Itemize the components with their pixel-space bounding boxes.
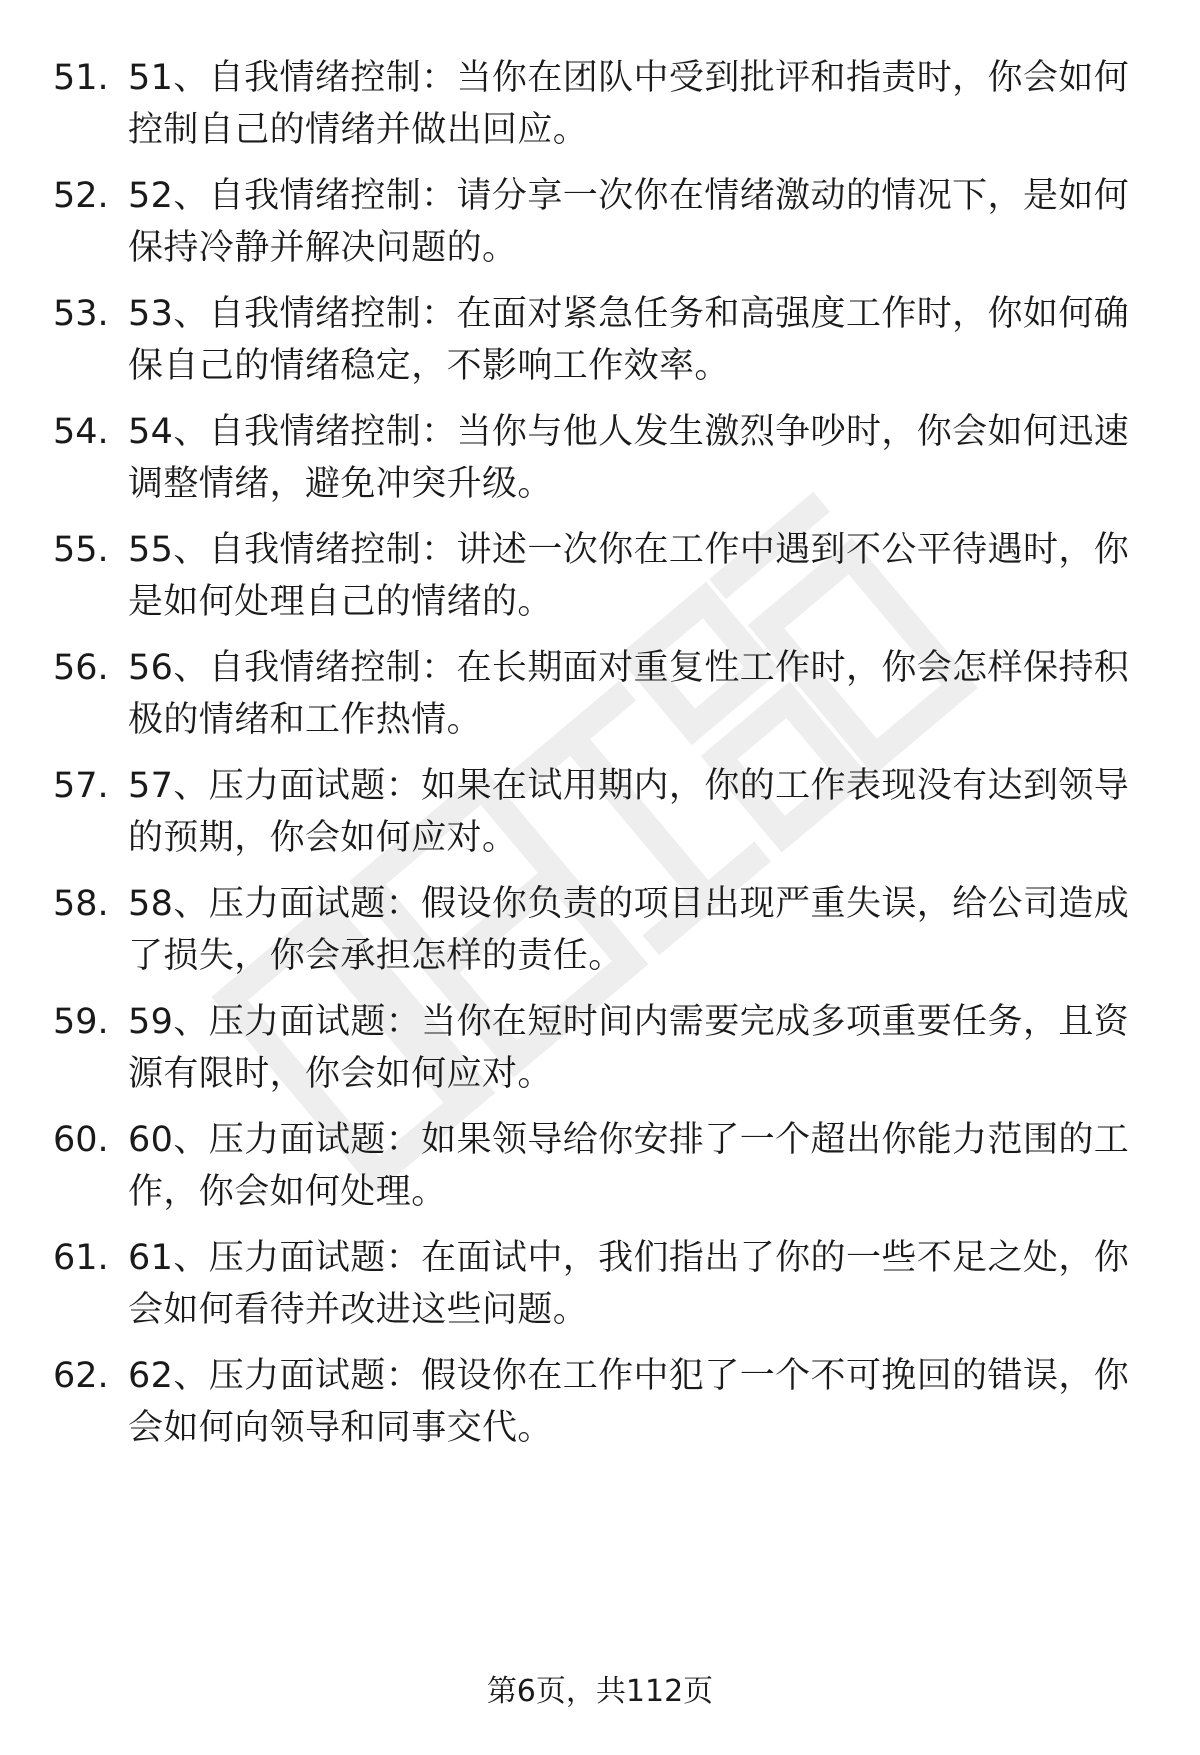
question-text: 52、自我情绪控制：请分享一次你在情绪激动的情况下，是如何保持冷静并解决问题的。	[128, 176, 1130, 268]
question-item	[0, 1232, 1200, 1352]
question-number: 62.	[53, 1356, 109, 1396]
question-item	[0, 878, 1200, 998]
question-text: 55、自我情绪控制：讲述一次你在工作中遇到不公平待遇时，你是如何处理自己的情绪的。	[128, 530, 1130, 622]
question-text: 54、自我情绪控制：当你与他人发生激烈争吵时，你会如何迅速调整情绪，避免冲突升级。	[128, 412, 1130, 504]
question-number: 54.	[53, 412, 109, 452]
question-number: 59.	[53, 1002, 109, 1042]
question-item	[0, 760, 1200, 880]
question-number: 56.	[53, 648, 109, 688]
question-text: 56、自我情绪控制：在长期面对重复性工作时，你会怎样保持积极的情绪和工作热情。	[128, 648, 1130, 740]
question-item	[0, 642, 1200, 762]
question-item	[0, 288, 1200, 408]
question-text: 53、自我情绪控制：在面对紧急任务和高强度工作时，你如何确保自己的情绪稳定，不影响工作效率。	[128, 294, 1130, 386]
question-number: 51.	[53, 58, 109, 98]
question-text: 60、压力面试题：如果领导给你安排了一个超出你能力范围的工作，你会如何处理。	[128, 1120, 1130, 1212]
question-item	[0, 996, 1200, 1116]
question-number: 60.	[53, 1120, 109, 1160]
question-item	[0, 1350, 1200, 1470]
page-footer: 第6页，共112页	[486, 1674, 714, 1709]
question-item	[0, 524, 1200, 644]
question-item	[0, 52, 1200, 172]
question-number: 52.	[53, 176, 109, 216]
question-text: 51、自我情绪控制：当你在团队中受到批评和指责时，你会如何控制自己的情绪并做出回应。	[128, 58, 1130, 150]
question-item	[0, 1114, 1200, 1234]
question-text: 59、压力面试题：当你在短时间内需要完成多项重要任务，且资源有限时，你会如何应对。	[128, 1002, 1130, 1094]
question-number: 58.	[53, 884, 109, 924]
question-number: 57.	[53, 766, 109, 806]
question-text: 57、压力面试题：如果在试用期内，你的工作表现没有达到领导的预期，你会如何应对。	[128, 766, 1130, 858]
question-item	[0, 406, 1200, 526]
question-number: 53.	[53, 294, 109, 334]
question-number: 55.	[53, 530, 109, 570]
question-item	[0, 170, 1200, 290]
question-text: 58、压力面试题：假设你负责的项目出现严重失误，给公司造成了损失，你会承担怎样的责任。	[128, 884, 1130, 976]
question-text: 61、压力面试题：在面试中，我们指出了你的一些不足之处，你会如何看待并改进这些问题。	[128, 1238, 1130, 1330]
question-text: 62、压力面试题：假设你在工作中犯了一个不可挽回的错误，你会如何向领导和同事交代。	[128, 1356, 1130, 1448]
question-number: 61.	[53, 1238, 109, 1278]
